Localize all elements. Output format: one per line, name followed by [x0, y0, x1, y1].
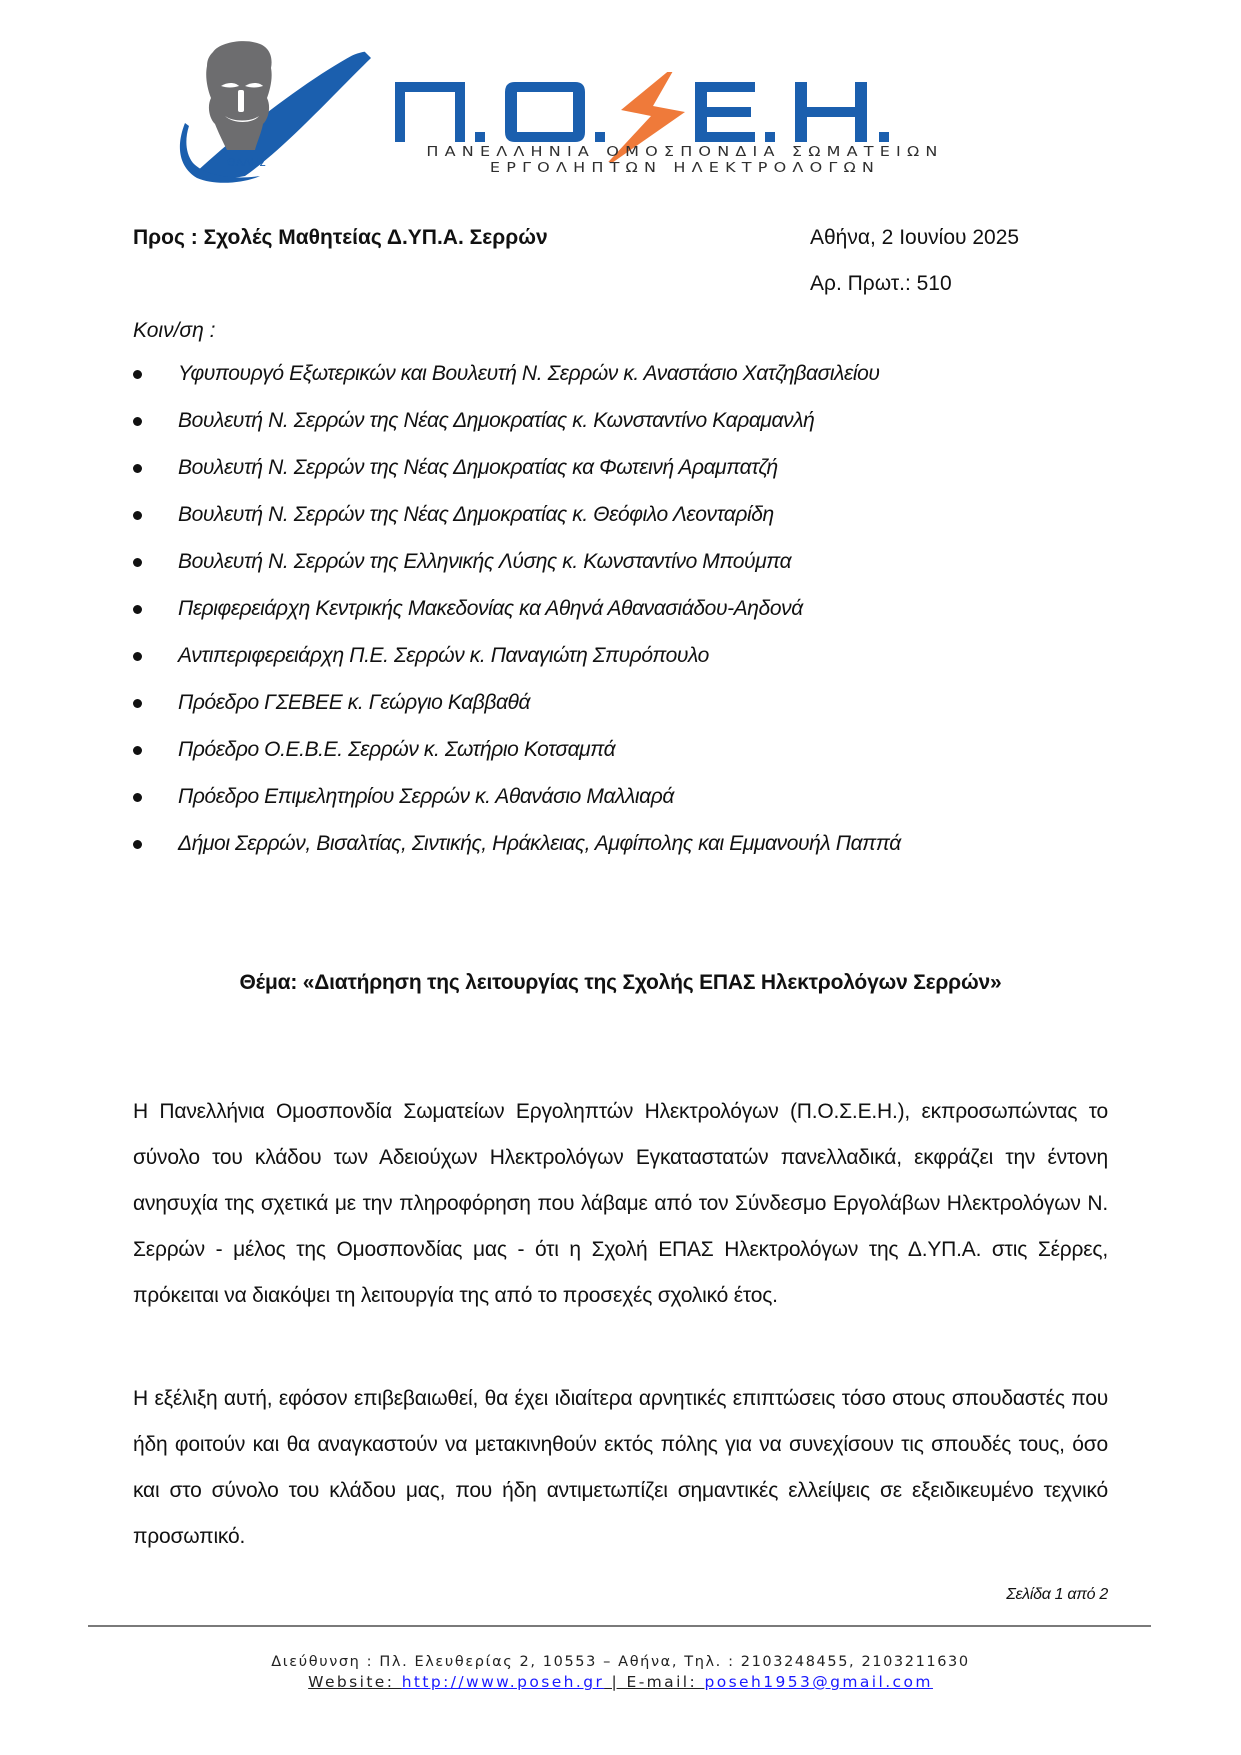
bullet-icon	[133, 652, 142, 661]
date-line: Αθήνα, 2 Ιουνίου 2025	[810, 226, 1020, 249]
footer-divider	[88, 1625, 1151, 1627]
logo-subtitle-line1: ΠΑΝΕΛΛΗΝΙΑ ΟΜΟΣΠΟΝΔΙΑ ΣΩΜΑΤΕΙΩΝ	[426, 143, 944, 160]
bullet-icon	[133, 511, 142, 520]
footer-contact	[0, 1672, 1241, 1692]
bullet-icon	[133, 370, 142, 379]
bullet-icon	[133, 417, 142, 426]
page-number: Σελίδα 1 από 2	[1006, 1586, 1108, 1603]
poseh-logo	[175, 38, 995, 188]
poseh-wordmark	[385, 38, 985, 188]
email-link[interactable]: poseh1953@gmail.com	[704, 1673, 933, 1691]
website-label: Website:	[308, 1673, 402, 1691]
bullet-icon	[133, 793, 142, 802]
bullet-icon	[133, 464, 142, 473]
protocol-number: Αρ. Πρωτ.: 510	[810, 272, 952, 295]
svg-text:ΘΑΛΗΣ: ΘΑΛΗΣ	[227, 156, 266, 169]
bullet-icon	[133, 746, 142, 755]
footer	[0, 1652, 1241, 1692]
body-paragraph: Η Πανελλήνια Ομοσπονδία Σωματείων Εργοληπτών Ηλεκτρολόγων (Π.Ο.Σ.Ε.Η.), εκπροσωπώντας το σύνολο του κλάδου των Αδειούχων Ηλεκτρολόγων Εγκαταστατών πανελλαδικά, εκφράζει την έντονη ανησυχία της σχετικά με την πληροφόρηση που λάβαμε από τον Σύνδεσμο Εργολάβων Ηλεκτρολόγων Ν. Σερρών - μέλος της Ομοσπονδίας μας - ότι η Σχολή ΕΠΑΣ Ηλεκτρολόγων της Δ.ΥΠ.Α. στις Σέρρες, πρόκειται να διακόψει τη λειτουργία της από το προσεχές σχολικό έτος.	[133, 1100, 1108, 1307]
subject-line: Θέμα: «Διατήρηση της λειτουργίας της Σχολής ΕΠΑΣ Ηλεκτρολόγων Σερρών»	[239, 971, 1002, 994]
body-paragraph: Η εξέλιξη αυτή, εφόσον επιβεβαιωθεί, θα έχει ιδιαίτερα αρνητικές επιπτώσεις τόσο στους σπουδαστές που ήδη φοιτούν και θα αναγκαστούν να μετακινηθούν εκτός πόλης για να συνεχίσουν τις σπουδές τους, όσο και στο σύνολο του κλάδου μας, που ήδη αντιμετωπίζει σημαντικές ελλείψεις σε εξειδικευμένο τεχνικό προσωπικό.	[133, 1387, 1108, 1548]
recipient-line: Προς : Σχολές Μαθητείας Δ.ΥΠ.Α. Σερρών	[133, 226, 548, 249]
bullet-icon	[133, 840, 142, 849]
cc-label: Κοιν/ση :	[133, 319, 216, 342]
bullet-icon	[133, 558, 142, 567]
email-label: E-mail:	[626, 1673, 705, 1691]
letter-page: ΘΑΛΗΣ ΠΑΝΕΛΛΗΝΙΑ ΟΜΟΣΠΟΝΔΙΑ ΣΩΜΑΤΕΙΩΝ ΕΡΓΟΛΗΠΤΩΝ ΗΛΕΚΤΡΟΛΟΓΩΝ Προς : Σχολές Μαθητείας Δ.ΥΠ.Α. Σερρών Αθήνα, 2 Ιουνίου 2025 Αρ. Πρωτ.: 510 Κοιν/ση : Υφυπουργό Εξωτερικών και Βουλευτή Ν. Σερρών κ. Αναστάσιο Χατζηβασιλείου Βουλευτή Ν. Σερρών της Νέας Δημοκρατίας κ. Κωνσταντίνο Καραμανλή Βουλευτή Ν. Σερρών της Νέας Δημοκρατίας κα Φωτεινή Αραμπατζή Βουλευτή Ν. Σερρών της Νέας Δημοκρατίας κ. Θεόφιλο Λεονταρίδη Βουλευτή Ν. Σερρών της Ελληνικής Λύσης κ. Κωνσταντίνο Μπούμπα Περιφερειάρχη Κεντρικής Μακεδονίας κα Αθηνά Αθανασιάδου-Αηδονά Αντιπεριφερειάρχη Π.Ε. Σερρών κ. Παναγιώτη Σπυρόπουλο Πρόεδρο ΓΣΕΒΕΕ κ. Γεώργιο Καββαθά Πρόεδρο Ο.Ε.Β.Ε. Σερρών κ. Σωτήριο Κοτσαμπά Πρόεδρο Επιμελητηρίου Σερρών κ. Αθανάσιο Μαλλιαρά Δήμοι Σερρών, Βισαλτίας, Σιντικής, Ηράκλειας, Αμφίπολης και Εμμανουήλ Παππά Θέμα: «Διατήρηση της λειτουργίας της Σχολής ΕΠΑΣ Ηλεκτρολόγων Σερρών» Η Πανελλήνια Ομοσπονδία Σωματείων Εργοληπτών Ηλεκτρολόγων (Π.Ο.Σ.Ε.Η.), εκπροσωπώντας το σύνολο του κλάδου των Αδειούχων Ηλεκτρολόγων Εγκαταστατών πανελλαδικά, εκφράζει την έντονη ανησυχία της σχετικά με την πληροφόρηση που λάβαμε από τον Σύνδεσμο Εργολάβων Ηλεκτρολόγων Ν. Σερρών - μέλος της Ομοσπονδίας μας - ότι η Σχολή ΕΠΑΣ Ηλεκτρολόγων της Δ.ΥΠ.Α. στις Σέρρες, πρόκειται να διακόψει τη λειτουργία της από το προσεχές σχολικό έτος. Η εξέλιξη αυτή, εφόσον επιβεβαιωθεί, θα έχει ιδιαίτερα αρνητικές επιπτώσεις τόσο στους σπουδαστές που ήδη φοιτούν και θα αναγκαστούν να μετακινηθούν εκτός πόλης για να συνεχίσουν τις σπουδές τους, όσο και στο σύνολο του κλάδου μας, που ήδη αντιμετωπίζει σημαντικές ελλείψεις σε εξειδικευμένο τεχνικό προσωπικό. Σελίδα 1 από 2 Διεύθυνση : Πλ. Ελευθερίας 2, 10553 – Αθήνα, Τηλ. : 2103248455, 2103211630 Website: http://www.poseh.gr | E-mail: poseh1953@gmail.com	[0, 0, 1241, 1755]
footer-address: Διεύθυνση : Πλ. Ελευθερίας 2, 10553 – Αθήνα, Τηλ. : 2103248455, 2103211630	[271, 1654, 970, 1670]
contact-separator: |	[604, 1673, 627, 1691]
thales-emblem-icon	[175, 38, 375, 188]
logo-subtitle-line2: ΕΡΓΟΛΗΠΤΩΝ ΗΛΕΚΤΡΟΛΟΓΩΝ	[489, 159, 881, 176]
bullet-icon	[133, 699, 142, 708]
bullet-icon	[133, 605, 142, 614]
website-link[interactable]: http://www.poseh.gr	[401, 1673, 605, 1691]
